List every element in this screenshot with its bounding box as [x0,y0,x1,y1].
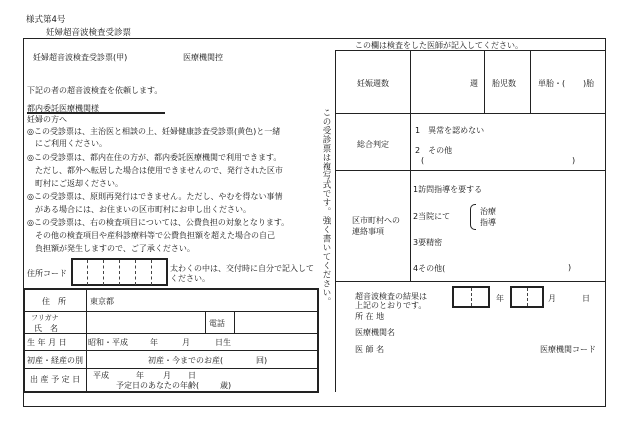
overall-option-1[interactable]: 1 異常を認めない [415,126,485,135]
ticket-name: 妊婦超音波検査受診票(甲) [33,53,128,62]
carbon-copy-note: この受診票は複写式です。強く書いてください。 [321,108,331,306]
due-day: 日 [188,371,196,380]
doctor-header: この欄は検査をした医師が記入してください。 [355,41,523,50]
age-prefix: 予定日のあなたの年齢( [116,381,200,390]
parity-label: 初産・経産の別 [27,356,83,365]
address-value[interactable]: 東京都 [90,297,114,306]
guide-option[interactable]: 指導 [480,218,496,227]
result-year: 年 [496,294,504,303]
note-line: がある場合には、お住まいの区市町村にお申し出ください。 [27,205,251,214]
contact-4-close: ) [568,263,572,272]
address-code-label: 住所コード [27,269,67,278]
to-pregnant: 妊婦の方へ [27,115,67,124]
contact-label: 区市町村への [352,216,400,225]
fetus-count-label: 胎児数 [492,79,516,88]
delegate-text: 都内委託医療機関様 [27,104,99,113]
contact-option-3[interactable]: 3要精密 [413,238,443,247]
overall-label: 総合判定 [357,140,389,149]
birth-day: 日生 [215,338,231,347]
result-day: 日 [582,294,590,303]
note-line: ただし、都外へ転居した場合は使用できませんので、発行された区市 [27,166,283,175]
due-year: 年 [136,371,144,380]
address-label: 住 所 [42,297,66,306]
gest-label: 妊娠週数 [357,79,389,88]
note-line: その他の検査項目や産科診療料等で公費負担額を超えた場合の自己 [27,231,275,240]
due-label: 出 産 予 定 日 [30,375,81,384]
request-text: 下記の者の超音波検査を依頼します。 [27,86,163,95]
form-number: 様式第4号 [26,15,66,25]
contact-option-2[interactable]: 2当院にて [413,212,451,221]
note-line: ◎この受診票は、右の検査項目については、公費負担の対象となります。 [27,218,290,227]
note-line: ◎この受診票は、都内在住の方が、都内委託医療機関で利用できます。 [27,153,282,162]
note-line: ◎この受診票は、主治医と相談の上、妊婦健康診査受診票(黄色)と一緒 [27,127,281,136]
result-month: 月 [548,294,556,303]
location-label: 所 在 地 [355,312,385,321]
note-line: 町村にご返却ください。 [27,179,123,188]
note-line: ◎この受診票は、原則再発行はできません。ただし、やむを得ない事情 [27,192,283,201]
furigana-label: フリガナ [31,314,59,322]
note-line: にご利用ください。 [27,139,107,148]
parity-times: 回) [256,356,268,365]
phone-label: 電話 [209,319,225,328]
contact-option-4[interactable]: 4その他( [413,264,446,273]
birth-era: 昭和・平成 [88,338,128,347]
treat-option[interactable]: 治療 [480,207,496,216]
address-code-note: ください。 [170,274,210,283]
age-suffix: 歳) [220,381,232,390]
form-title: 妊婦超音波検査受診票 [46,28,132,38]
due-era: 平成 [93,371,109,380]
doctor-name-label: 医 師 名 [355,345,385,354]
name-label: 氏 名 [34,324,58,333]
overall-option-2[interactable]: 2 その他 [415,146,453,155]
paren-close: ) [572,156,576,165]
parity-value: 初産・今までのお産( [148,356,224,365]
result-text: 超音波検査の結果は [355,292,427,301]
single-multiple: 単胎・( [538,79,566,88]
result-text: 上記のとおりです。 [355,301,427,310]
address-code-note: 太わくの中は、交付時に自分で記入して [170,264,314,273]
multiple-suffix: )胎 [583,79,595,88]
contact-label: 連絡事項 [352,227,384,236]
birth-year: 年 [150,338,158,347]
institution-code-label: 医療機関コード [540,345,596,354]
paren-open: ( [421,156,425,165]
contact-option-1[interactable]: 1訪問指導を要する [413,185,483,194]
brace-icon [470,204,476,230]
institution-stamp: 医療機関控 [183,53,223,62]
note-line: 負担額が発生しますので、ご了承ください。 [27,244,195,253]
institution-name-label: 医療機関名 [355,328,395,337]
birth-label: 生 年 月 日 [27,338,67,347]
gest-week: 週 [470,79,478,88]
birth-month: 月 [182,338,190,347]
due-month: 月 [163,371,171,380]
